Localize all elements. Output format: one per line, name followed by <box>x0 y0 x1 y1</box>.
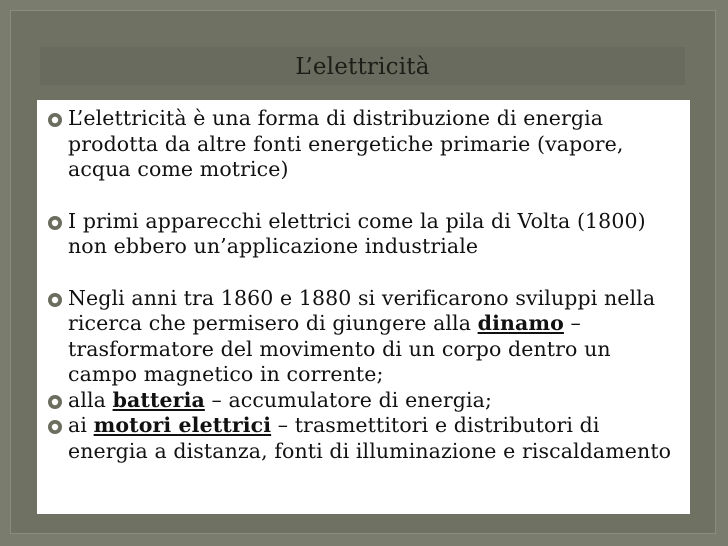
term-batteria: batteria <box>112 387 205 412</box>
circle-bullet-icon <box>47 215 63 231</box>
circle-bullet-icon <box>47 419 63 435</box>
bullet-item-5 <box>45 413 680 464</box>
slide-content <box>37 100 690 514</box>
bullet-item-2 <box>45 209 680 260</box>
circle-bullet-icon <box>47 292 63 308</box>
slide-title: L’elettricità <box>295 54 430 80</box>
bullet-text-after: – accumulatore di energia; <box>204 387 492 412</box>
bullet-text-before: Negli anni tra 1860 e 1880 si verificarono sviluppi nella ricerca che permisero di giungere alla <box>68 285 656 335</box>
bullet-text <box>68 413 671 463</box>
bullet-text-after: – trasformatore del movimento di un corpo dentro un campo magnetico in corrente; <box>68 311 611 386</box>
bullet-text: I primi apparecchi elettrici come la pila di Volta (1800) non ebbero un’applicazione industriale <box>68 208 646 258</box>
term-motori-elettrici: motori elettrici <box>93 413 272 437</box>
bullet-item-4 <box>45 388 680 414</box>
bullet-text-before: ai <box>68 413 94 437</box>
bullet-text <box>68 286 655 387</box>
bullet-text: L’elettricità è una forma di distribuzione di energia prodotta da altre fonti energetiche primarie (vapore, acqua come motrice) <box>68 106 624 181</box>
bullet-item-1 <box>45 106 680 183</box>
bullet-item-3 <box>45 286 680 388</box>
circle-bullet-icon <box>47 112 63 128</box>
bullet-text-after: – trasmettitori e distributori di energia a distanza, fonti di illuminazione e riscaldamento <box>68 413 672 463</box>
bullet-text <box>68 388 492 412</box>
term-dinamo: dinamo <box>477 311 564 335</box>
title-bar <box>40 47 685 85</box>
circle-bullet-icon <box>47 394 63 410</box>
bullet-text-before: alla <box>68 387 113 412</box>
